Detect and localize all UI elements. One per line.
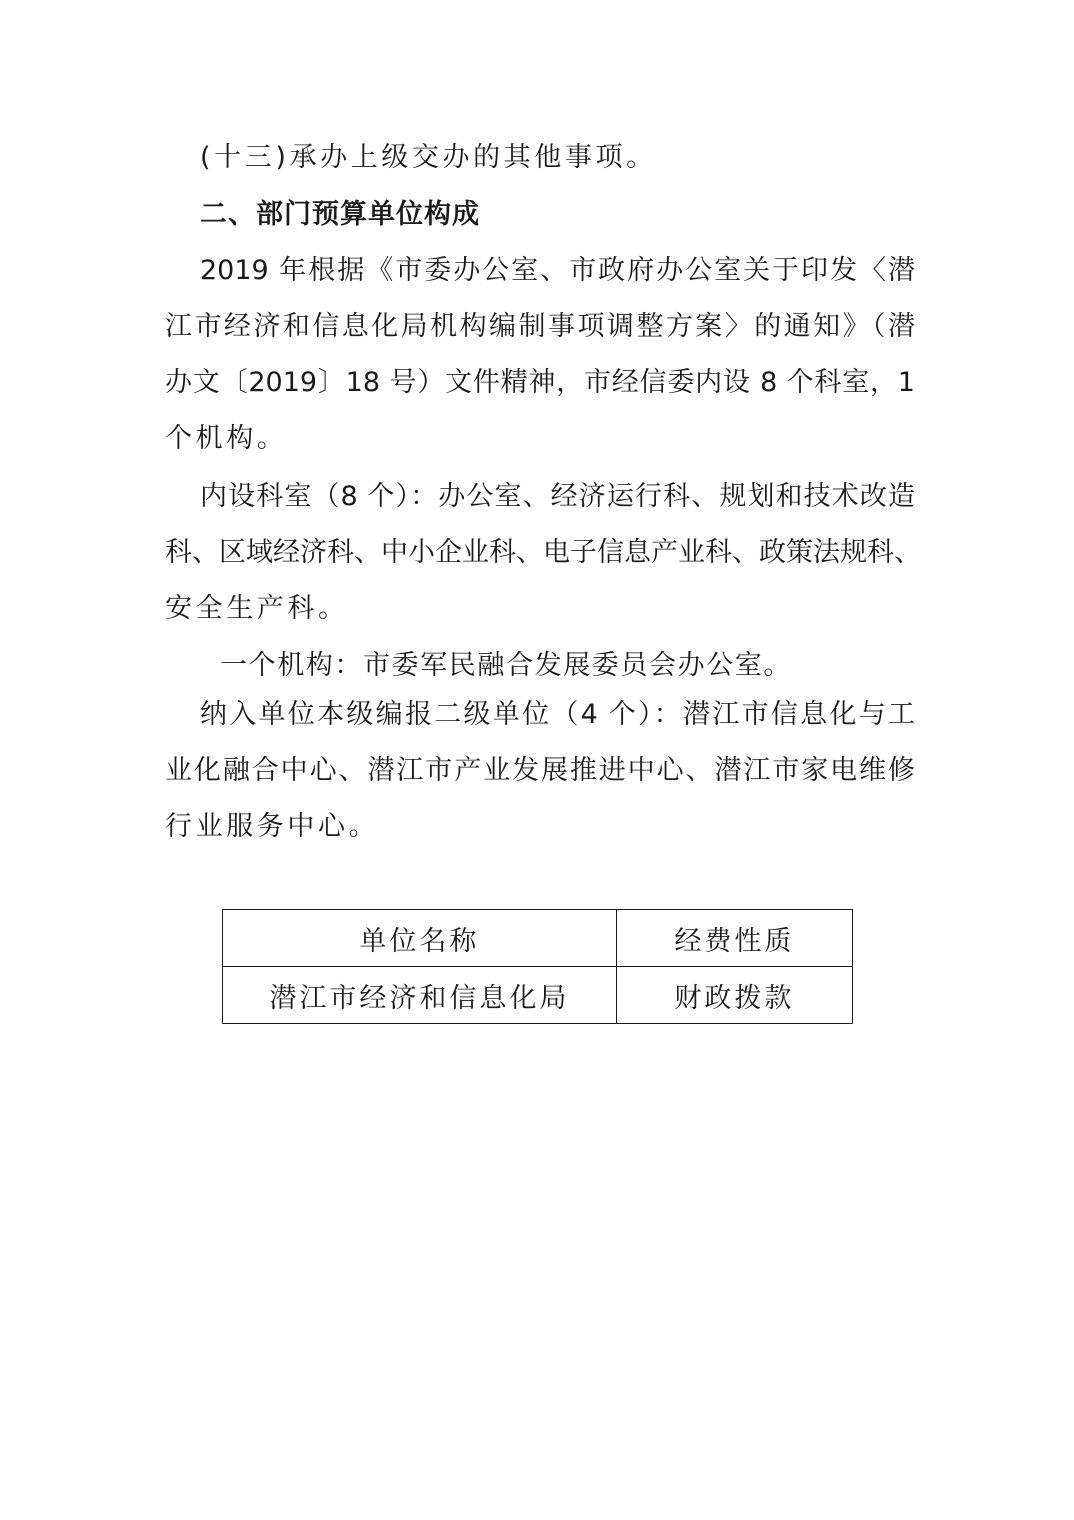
column-header-unit-name: 单位名称	[223, 910, 617, 967]
paragraph-line: 内设科室（8 个）：办公室、经济运行科、规划和技术改造	[200, 481, 915, 512]
cell-unit-name: 潜江市经济和信息化局	[223, 967, 617, 1024]
table-row	[223, 967, 853, 1024]
paragraph-line: 一个机构：市委军民融合发展委员会办公室。	[220, 650, 792, 681]
paragraph-line: 办文〔2019〕18 号）文件精神，市经信委内设 8 个科室，1	[165, 367, 915, 398]
unit-table	[222, 909, 853, 1024]
paragraph-line: 个机构。	[165, 423, 288, 454]
paragraph-line: 安全生产科。	[165, 593, 349, 624]
paragraph-line: 行业服务中心。	[165, 811, 380, 842]
table-header-row	[223, 910, 853, 967]
cell-funding-type: 财政拨款	[616, 967, 852, 1024]
paragraph-line: 科、区域经济科、中小企业科、电子信息产业科、政策法规科、	[165, 537, 921, 568]
item-thirteen: (十三)承办上级交办的其他事项。	[200, 142, 657, 173]
section-heading: 二、部门预算单位构成	[200, 199, 480, 230]
paragraph-line: 江市经济和信息化局机构编制事项调整方案〉的通知》（潜	[165, 311, 915, 342]
paragraph-line: 业化融合中心、潜江市产业发展推进中心、潜江市家电维修	[165, 755, 915, 786]
column-header-funding-type: 经费性质	[616, 910, 852, 967]
paragraph-line: 纳入单位本级编报二级单位（4 个）：潜江市信息化与工	[200, 699, 915, 730]
paragraph-line: 2019 年根据《市委办公室、市政府办公室关于印发〈潜	[200, 255, 915, 286]
